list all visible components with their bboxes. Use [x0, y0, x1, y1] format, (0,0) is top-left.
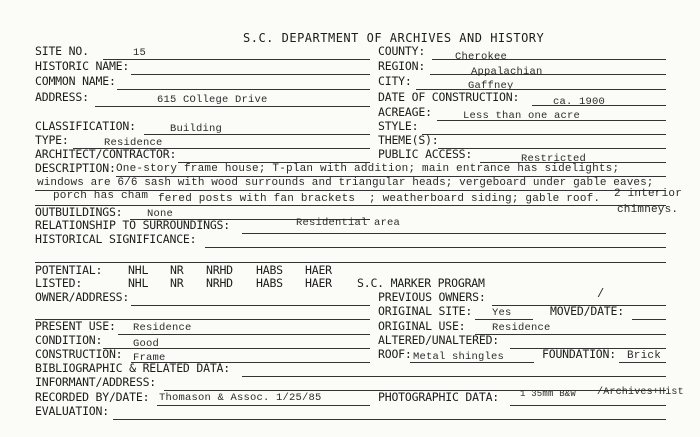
description-rule-3 — [35, 205, 666, 206]
county-value: Cherokee — [455, 51, 508, 63]
construction-label: CONSTRUCTION: — [35, 347, 123, 361]
original-use-value: Residence — [492, 322, 551, 334]
common-name-line — [117, 89, 370, 90]
condition-value: Good — [133, 338, 160, 350]
moved-date-label: MOVED/DATE: — [550, 304, 624, 318]
listed-nrhd: NRHD — [206, 276, 233, 290]
description-line-3c: ; weatherboard siding; gable roof. — [369, 193, 601, 205]
style-line — [422, 134, 666, 135]
evaluation-label: EVALUATION: — [35, 404, 109, 418]
owner-address-line — [131, 305, 370, 306]
recorded-by-line — [157, 405, 370, 406]
region-line — [430, 74, 666, 75]
original-site-value: Yes — [492, 307, 512, 319]
type-label: TYPE: — [35, 133, 69, 147]
relationship-label: RELATIONSHIP TO SURROUNDINGS: — [35, 218, 230, 232]
listed-label: LISTED: — [35, 276, 83, 290]
roof-label: ROOF: — [378, 347, 412, 361]
photographic-label: PHOTOGRAPHIC DATA: — [378, 390, 500, 404]
city-value: Gaffney — [468, 80, 514, 92]
recorded-by-label: RECORDED BY/DATE: — [35, 390, 150, 404]
roof-value: Metal shingles — [413, 351, 505, 363]
listed-haer: HAER — [305, 276, 332, 290]
altered-label: ALTERED/UNALTERED: — [378, 333, 500, 347]
region-value: Appalachian — [471, 66, 543, 78]
themes-line — [438, 148, 666, 149]
listed-habs: HABS — [256, 276, 283, 290]
potential-nhl: NHL — [128, 263, 149, 277]
marker-program-label: S.C. MARKER PROGRAM — [357, 276, 485, 290]
outbuildings-label: OUTBUILDINGS: — [35, 205, 123, 219]
architect-label: ARCHITECT/CONTRACTOR: — [35, 147, 177, 161]
classification-label: CLASSIFICATION: — [35, 119, 136, 133]
historical-significance-label: HISTORICAL SIGNIFICANCE: — [35, 232, 197, 246]
description-line-2: windows are 6/6 sash with wood surrounds and triangular heads; vergeboard under gable eaves; — [37, 177, 654, 189]
potential-nrhd: NRHD — [206, 263, 233, 277]
moved-date-line — [632, 319, 666, 320]
present-use-label: PRESENT USE: — [35, 319, 116, 333]
site-no-value: 15 — [133, 47, 147, 59]
foundation-label: FOUNDATION: — [542, 347, 616, 361]
evaluation-line — [113, 419, 666, 420]
address-value: 615 COllege Drive — [157, 94, 268, 106]
construction-value: Frame — [133, 352, 166, 364]
region-label: REGION: — [378, 59, 426, 73]
informant-label: INFORMANT/ADDRESS: — [35, 375, 157, 389]
site-no-label: SITE NO. — [35, 44, 89, 58]
listed-nr: NR — [170, 276, 184, 290]
bibliographic-label: BIBLIOGRAPHIC & RELATED DATA: — [35, 361, 230, 375]
style-label: STYLE: — [378, 119, 419, 133]
public-access-label: PUBLIC ACCESS: — [378, 147, 473, 161]
potential-nr: NR — [170, 263, 184, 277]
description-line-3b: fered posts with fan brackets — [158, 193, 356, 205]
condition-label: CONDITION: — [35, 333, 103, 347]
previous-owners-label: PREVIOUS OWNERS: — [378, 290, 486, 304]
classification-value: Building — [170, 123, 223, 135]
acreage-value: Less than one acre — [463, 110, 581, 122]
date-of-construction-value: ca. 1900 — [553, 96, 606, 108]
outbuildings-value: None — [147, 208, 174, 220]
bibliographic-line — [242, 376, 666, 377]
photographic-line — [510, 405, 666, 406]
description-label: DESCRIPTION: — [35, 161, 116, 175]
themes-label: THEME(S): — [378, 133, 439, 147]
owner-address-label: OWNER/ADDRESS: — [35, 290, 130, 304]
date-of-construction-label: DATE OF CONSTRUCTION: — [378, 90, 520, 104]
historic-name-label: HISTORIC NAME: — [35, 59, 130, 73]
public-access-value: Restricted — [521, 153, 587, 165]
city-label: CITY: — [378, 74, 412, 88]
listed-nhl: NHL — [128, 276, 149, 290]
original-site-label: ORIGINAL SITE: — [378, 304, 473, 318]
foundation-value: Brick — [627, 350, 662, 362]
photographic-value-b: /Archives+Hist — [597, 387, 684, 398]
common-name-label: COMMON NAME: — [35, 74, 116, 88]
historical-significance-line — [205, 247, 666, 248]
form-title: S.C. DEPARTMENT OF ARCHIVES AND HISTORY — [243, 31, 545, 45]
address-label: ADDRESS: — [35, 90, 89, 104]
potential-habs: HABS — [256, 263, 283, 277]
description-line-1: One-story frame house; T-plan with addition; main entrance has sidelights; — [116, 163, 620, 175]
acreage-label: ACREAGE: — [378, 105, 432, 119]
potential-haer: HAER — [305, 263, 332, 277]
potential-label: POTENTIAL: — [35, 263, 103, 277]
previous-owners-mark: / — [597, 287, 605, 301]
historic-name-line — [131, 74, 370, 75]
description-line-3d: 2 interior — [614, 188, 683, 200]
present-use-value: Residence — [133, 322, 192, 334]
relationship-line — [242, 233, 666, 234]
county-label: COUNTY: — [378, 44, 426, 58]
description-line-3a: porch has cham — [53, 190, 149, 202]
description-line-4: chimneys. — [617, 204, 679, 216]
relationship-value: Residential area — [296, 217, 401, 229]
original-use-label: ORIGINAL USE: — [378, 319, 466, 333]
recorded-by-value: Thomason & Assoc. 1/25/85 — [159, 392, 322, 404]
type-value: Residence — [104, 137, 163, 149]
photographic-value-a: 1 35mm B&W — [520, 389, 577, 399]
